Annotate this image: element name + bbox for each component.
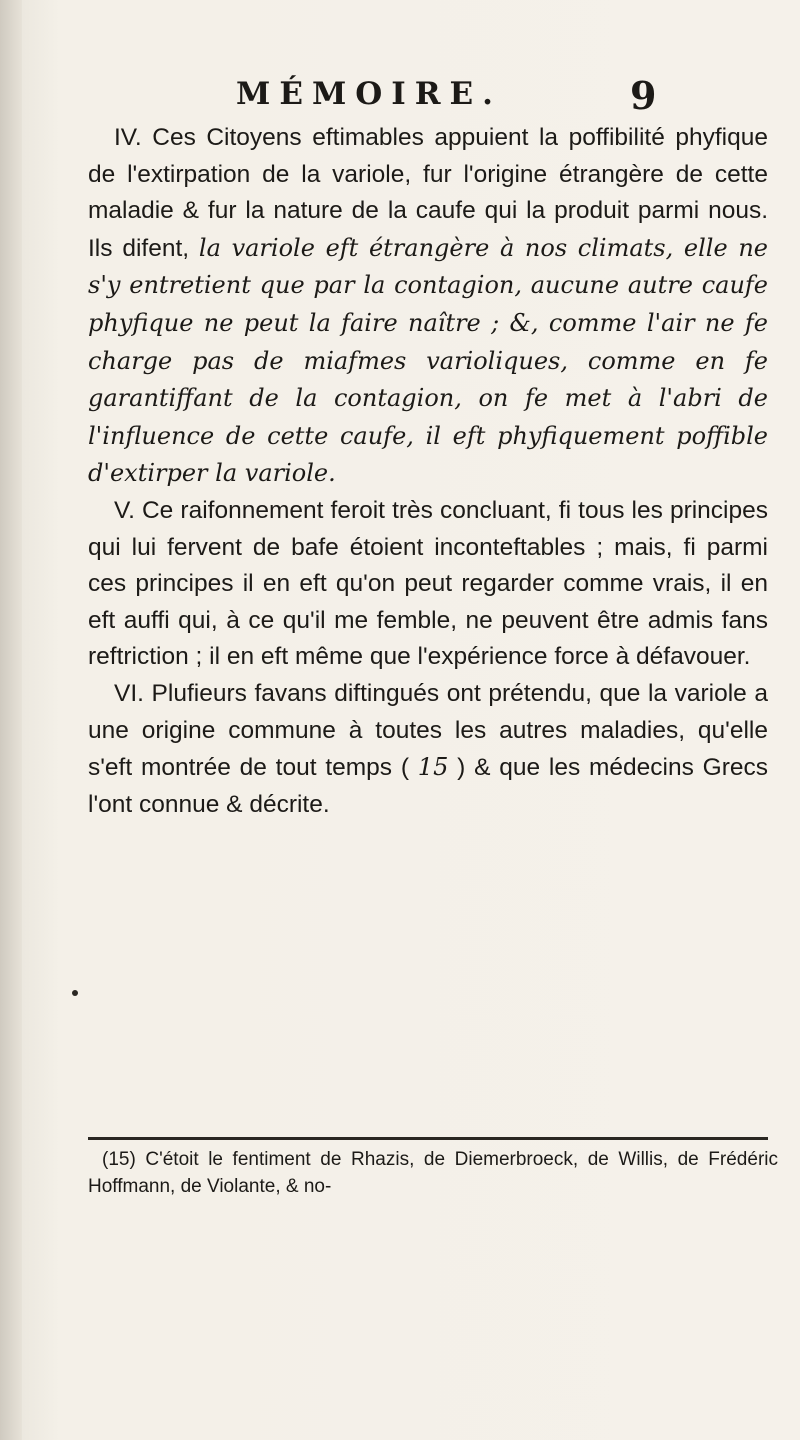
paragraph-iv-roman: IV. Ces Citoyens eftimables appuient la poffibilité phyfique de l'extirpation de la variole, fur l'origine étrangère de cette maladie & fur la nature de la caufe qui la produit parmi nous. Ils difent, [88,124,768,262]
footnote [88,1146,778,1200]
paragraph-vi-part-a: VI. Plufieurs favans diftingués ont prétendu, que la variole a une origine commune à toutes les autres maladies, qu'elle s'eft montrée de tout temps ( [88,679,768,782]
paragraph-v: V. Ce raifonnement feroit très concluant, fi tous les principes qui lui fervent de bafe étoient inconteftables ; mais, fi parmi ces principes il en eft qu'on peut regarder comme vrais, il en eft auffi qui, à ce qu'il me femble, ne peuvent être admis fans reftriction ; il en eft même que l'expérience force à défavouer. [88,496,768,671]
footnote-text: C'étoit le fentiment de Rhazis, de Diemerbroeck, de Willis, de Frédéric Hoffmann, de Violante, & no- [88,1149,778,1197]
paragraph-vi [88,676,768,823]
body-text [88,120,768,823]
paragraph-iv-italic-quote: la variole eft étrangère à nos climats, elle ne s'y entretient que par la contagion, aucune autre caufe phyfique ne peut la faire naître ; &, comme l'air ne fe charge pas de miafmes varioliques, comme en fe garantiffant de la contagion, on fe met à l'abri de l'influence de cette caufe, il eft phyfiquement poffible d'extirper la variole. [88,233,768,488]
margin-ink-dot [72,990,78,996]
footnote-marker: (15) [102,1149,136,1170]
footnote-reference: 15 [417,753,449,782]
paragraph-vi-part-b: ) & que les médecins Grecs l'ont connue & décrite. [88,754,768,818]
page-number: 9 [630,73,657,118]
running-head: MÉMOIRE. [236,76,502,112]
page-header [0,73,800,118]
paragraph-iv [88,120,768,493]
footnote-rule [88,1137,768,1140]
page-gutter-shadow [0,0,22,1440]
